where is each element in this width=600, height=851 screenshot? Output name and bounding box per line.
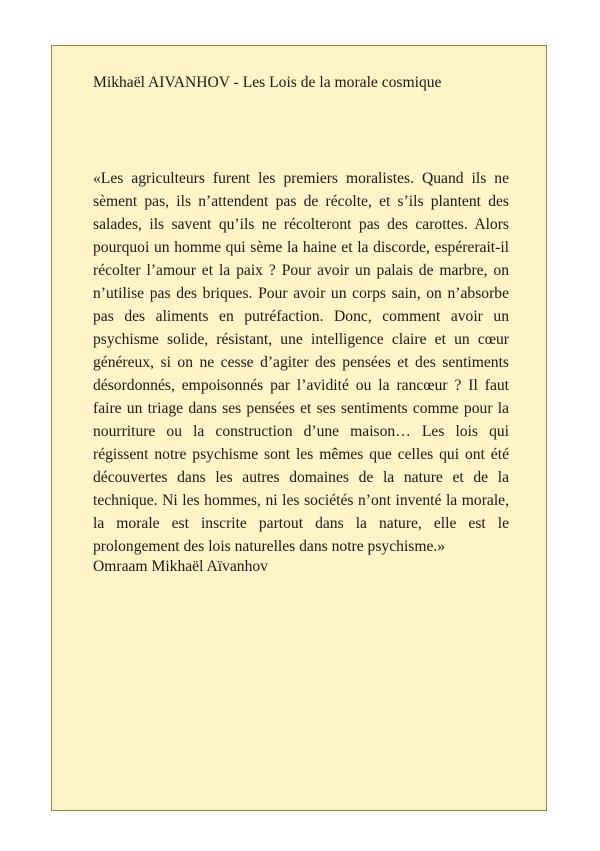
document-header: Mikhaël AIVANHOV - Les Lois de la morale cosmique [93, 74, 442, 91]
quote-text: «Les agriculteurs furent les premiers moralistes. Quand ils ne sèment pas, ils n’attendent pas de récolte, et s’ils plantent des salades, ils savent qu’ils ne récolteront pas des carottes. Alors pourquoi un homme qui sème la haine et la discorde, espérerait-il récolter l’amour et la paix ? Pour avoir un palais de marbre, on n’utilise pas des briques. Pour avoir un corps sain, on n’absorbe pas des aliments en putréfaction. Donc, comment avoir un psychisme solide, résistant, une intelligence claire et un cœur généreux, si on ne cesse d’agiter des pensées et des sentiments désordonnés, empoisonnés par l’avidité ou la rancœur ? Il faut faire un triage dans ses pensées et ses sentiments comme pour la nourriture ou la construction d’une maison… Les lois qui régissent notre psychisme sont les mêmes que celles qui ont été découvertes dans les autres domaines de la nature et de la technique. Ni les hommes, ni les sociétés n’ont inventé la morale, la morale est inscrite partout dans la nature, elle est le prolongement des lois naturelles dans notre psychisme.» [93, 170, 509, 555]
author-signature: Omraam Mikhaël Aïvanhov [93, 558, 268, 575]
quote-card [51, 45, 547, 811]
